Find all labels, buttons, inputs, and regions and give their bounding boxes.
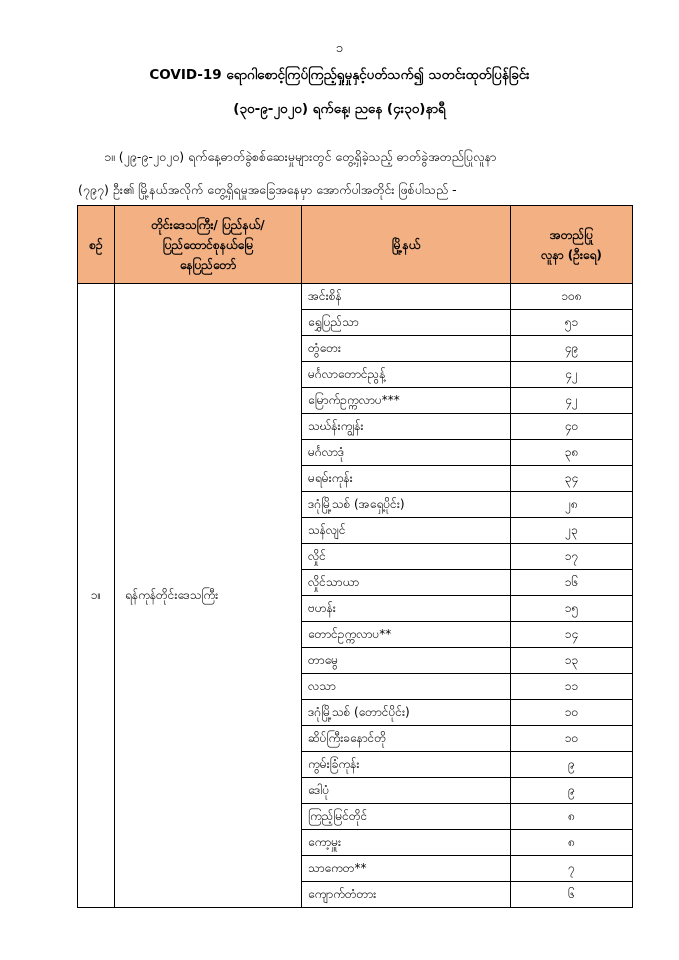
header-no xyxy=(78,206,115,284)
intro-line-1: ၁။ (၂၉-၉-၂၀၂၀) ရက်နေ့ဓာတ်ခွဲစစ်ဆေးမှုများတွင် တွေ့ရှိခဲ့သည့် ဓာတ်ခွဲအတည်ပြုလူနာ xyxy=(104,149,497,164)
township-cell: ရွှေပြည်သာ xyxy=(302,310,511,336)
township-cell: မင်္ဂလာဒုံ xyxy=(302,440,511,466)
count-cell: ၂၃ xyxy=(511,518,633,544)
township-cell: ကျောက်တံတား xyxy=(302,882,511,908)
count-cell: ၄၂ xyxy=(511,388,633,414)
count-cell: ၂၈ xyxy=(511,492,633,518)
township-cell: အင်းစိန် xyxy=(302,284,511,310)
header-region-line-2: ပြည်ထောင်စုနယ်မြေ xyxy=(162,237,254,252)
intro-line-2: (၇၉၇) ဦး၏ မြို့နယ်အလိုက် တွေ့ရှိရမှုအခြေအနေမှာ အောက်ပါအတိုင်း ဖြစ်ပါသည် - xyxy=(78,182,457,197)
header-township-label: မြို့နယ် xyxy=(391,237,421,252)
township-cell: မြောက်ဥက္ကလာပ*** xyxy=(302,388,511,414)
township-cell: ဒေါပုံ xyxy=(302,778,511,804)
table-header-row xyxy=(78,206,633,284)
count-cell: ၁၀ xyxy=(511,726,633,752)
count-cell: ၁၆ xyxy=(511,570,633,596)
township-cell: ကွမ်းခြံကုန်း xyxy=(302,752,511,778)
township-cell: သန်လျင် xyxy=(302,518,511,544)
header-township xyxy=(302,206,511,284)
header-count-line-2: လူနာ (ဦးရေ) xyxy=(541,247,602,262)
count-cell: ၁၃ xyxy=(511,648,633,674)
count-cell: ၄၉ xyxy=(511,336,633,362)
township-cell: တာမွေ xyxy=(302,648,511,674)
table-body xyxy=(78,284,633,908)
township-cell: ဗဟန်း xyxy=(302,596,511,622)
count-cell: ၄၀ xyxy=(511,414,633,440)
count-cell: ၁၀၈ xyxy=(511,284,633,310)
count-cell: ၁၅ xyxy=(511,596,633,622)
count-cell: ၃၄ xyxy=(511,466,633,492)
intro-paragraph xyxy=(78,140,638,206)
document-subtitle: (၃၀-၉-၂၀၂၀) ရက်နေ့၊ ညနေ (၄း၃၀)နာရီ xyxy=(233,101,446,117)
table-row xyxy=(78,284,633,310)
count-cell: ၃၈ xyxy=(511,440,633,466)
region-cell: ရန်ကုန်တိုင်းဒေသကြီး xyxy=(115,284,302,908)
township-cell: လသာ xyxy=(302,674,511,700)
document-title: COVID-19 ရောဂါစောင့်ကြပ်ကြည့်ရှုမှုနှင့်ပတ်သက်၍ သတင်းထုတ်ပြန်ခြင်း xyxy=(149,67,530,83)
township-cell: ဒဂုံမြို့သစ် (တောင်ပိုင်း) xyxy=(302,700,511,726)
count-cell: ၁၀ xyxy=(511,700,633,726)
cases-table xyxy=(77,205,633,908)
township-cell: တောင်ဥက္ကလာပ** xyxy=(302,622,511,648)
count-cell: ၅၁ xyxy=(511,310,633,336)
count-cell: ၈ xyxy=(511,830,633,856)
header-no-label: စဉ် xyxy=(89,237,103,252)
count-cell: ၁၄ xyxy=(511,622,633,648)
township-cell: ဆိပ်ကြီးခနောင်တို xyxy=(302,726,511,752)
township-cell: ကြည့်မြင်တိုင် xyxy=(302,804,511,830)
header-region xyxy=(115,206,302,284)
count-cell: ၁၁ xyxy=(511,674,633,700)
township-cell: ကော့မှူး xyxy=(302,830,511,856)
township-cell: မရမ်းကုန်း xyxy=(302,466,511,492)
count-cell: ၆ xyxy=(511,882,633,908)
township-cell: ဒဂုံမြို့သစ် (အရှေ့ပိုင်း) xyxy=(302,492,511,518)
count-cell: ၁၇ xyxy=(511,544,633,570)
count-cell: ၈ xyxy=(511,804,633,830)
count-cell: ၉ xyxy=(511,752,633,778)
count-cell: ၉ xyxy=(511,778,633,804)
township-cell: လှိုင် xyxy=(302,544,511,570)
township-cell: သဃ်န်းကျွန်း xyxy=(302,414,511,440)
page-number: ၁ xyxy=(335,41,344,56)
count-cell: ၄၂ xyxy=(511,362,633,388)
township-cell: သာကေတ** xyxy=(302,856,511,882)
header-count-line-1: အတည်ပြု xyxy=(549,227,594,242)
header-region-line-3: နေပြည်တော် xyxy=(179,257,237,272)
header-count xyxy=(511,206,633,284)
count-cell: ၇ xyxy=(511,856,633,882)
township-cell: တွံတေး xyxy=(302,336,511,362)
header-region-line-1: တိုင်းဒေသကြီး/ ပြည်နယ်/ xyxy=(151,217,265,232)
township-cell: မင်္ဂလာတောင်ညွန့် xyxy=(302,362,511,388)
group-number-cell: ၁။ xyxy=(78,284,115,908)
township-cell: လှိုင်သာယာ xyxy=(302,570,511,596)
